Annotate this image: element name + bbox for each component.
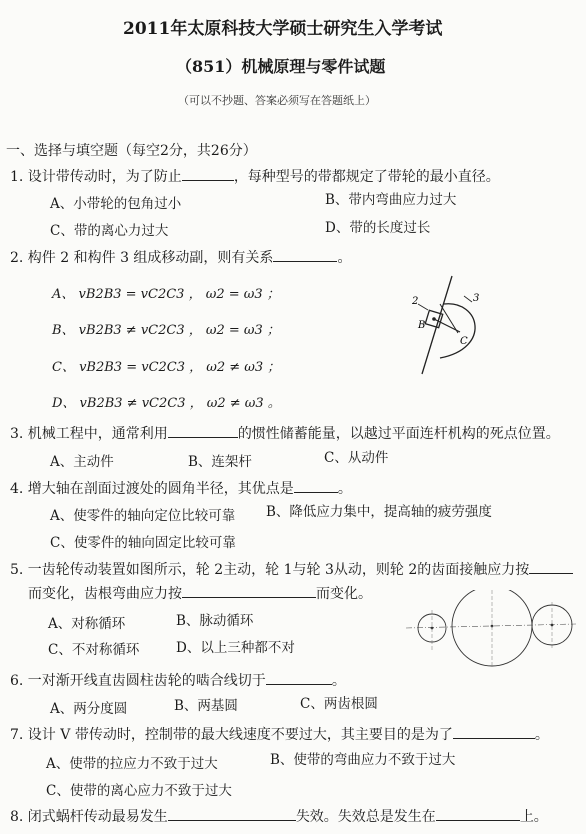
question-6 [10,670,346,690]
label-b: B [418,320,426,331]
q2-option-b: B、 vB2B3 ≠ vC2C3 ， ω2 = ω3 ； [52,323,280,338]
q3-option-b: B、连架杆 [188,454,252,470]
q4-text-pre: 4. 增大轴在剖面过渡处的圆角半径，其优点是 [10,481,294,497]
q5-option-d: D、以上三种都不对 [176,640,295,656]
question-2 [10,247,351,267]
question-4 [10,478,352,498]
question-3 [10,423,560,443]
label-3: 3 [473,293,480,304]
q7-option-c: C、使带的离心应力不致于过大 [46,783,232,799]
question-1 [10,166,500,186]
q8-text-pre: 8. 闭式蜗杆传动最易发生 [10,809,168,825]
question-5-line2 [28,583,372,603]
q8-text-mid: 失效。失效总是发生在 [295,809,436,825]
q4-option-a: A、使零件的轴向定位比较可靠 [50,508,236,524]
leader-3 [464,296,472,302]
q2-mechanism-figure [400,270,510,380]
q6-option-c: C、两齿根圆 [300,696,378,712]
q5-gear-figure [400,590,580,670]
q1-option-c: C、带的离心力过大 [50,223,169,239]
q1-option-b: B、带内弯曲应力过大 [325,192,457,208]
link-3-arm [440,304,458,333]
gear-3-center [551,624,554,627]
q2-text-post: 。 [337,250,352,266]
q1-text-post: ，每种型号的带都规定了带轮的最小直径。 [233,169,500,185]
q5-option-b: B、脉动循环 [176,613,254,629]
label-c: C [460,336,468,347]
q5-text-line1: 5. 一齿轮传动装置如图所示，轮 2主动，轮 1与轮 3从动，则轮 2的齿面接触应力按 [10,562,530,578]
q4-option-b: B、降低应力集中，提高轴的疲劳强度 [266,504,492,520]
q7-blank [453,726,535,739]
q1-text-pre: 1. 设计带传动时，为了防止 [10,169,182,185]
exam-note: （可以不抄题、答案必须写在答题纸上） [178,94,376,107]
question-8 [10,806,548,826]
q4-text-post: 。 [337,481,352,497]
q8-blank-1 [168,808,296,821]
q6-text-post: 。 [331,673,346,689]
q2-option-a: A、 vB2B3 = vC2C3 ， ω2 = ω3 ； [52,287,280,302]
q6-text-pre: 6. 一对渐开线直齿圆柱齿轮的啮合线切于 [10,673,266,689]
q6-blank [266,672,332,685]
slider-guide-line [422,276,452,374]
q1-option-a: A、小带轮的包角过小 [50,196,182,212]
q7-text-pre: 7. 设计 V 带传动时，控制带的最大线速度不要过大，其主要目的是为了 [10,727,453,743]
q4-blank [294,480,338,493]
q5-blank-1 [529,561,573,574]
q3-text-pre: 3. 机械工程中，通常利用 [10,426,168,442]
q2-option-d: D、 vB2B3 ≠ vC2C3 ， ω2 ≠ ω3 。 [52,396,281,411]
q7-text-post: 。 [534,727,549,743]
q7-option-a: A、使带的拉应力不致于过大 [46,756,218,772]
q5-blank-2 [182,585,316,598]
q8-text-post: 上。 [519,809,548,825]
q4-option-c: C、使零件的轴向固定比较可靠 [50,535,236,551]
q3-blank [168,425,238,438]
q8-blank-2 [436,808,520,821]
exam-title: 2011年太原科技大学硕士研究生入学考试 [123,19,443,39]
leader-2 [418,304,428,310]
q3-option-c: C、从动件 [324,450,389,466]
q5-text-line2-post: 而变化。 [316,586,372,602]
exam-subject: （851）机械原理与零件试题 [176,57,386,76]
q1-blank [182,168,234,181]
q2-text-pre: 2. 构件 2 和构件 3 组成移动副，则有关系 [10,250,274,266]
q6-option-a: A、两分度圆 [50,701,128,717]
q2-blank [273,249,337,262]
q5-option-c: C、不对称循环 [48,642,140,658]
q5-text-line2-pre: 而变化，齿根弯曲应力按 [28,586,182,602]
q1-option-d: D、带的长度过长 [325,220,431,236]
q3-text-post: 的惯性储蓄能量，以越过平面连杆机构的死点位置。 [237,426,560,442]
q6-option-b: B、两基圆 [174,698,238,714]
question-7 [10,724,549,744]
question-5 [10,559,573,579]
section-title: 一、选择与填空题（每空2分，共26分） [6,143,257,159]
q5-option-a: A、对称循环 [48,616,126,632]
q7-option-b: B、使带的弯曲应力不致于过大 [270,752,456,768]
label-2: 2 [412,296,419,307]
q3-option-a: A、主动件 [50,454,114,470]
q2-option-c: C、 vB2B3 = vC2C3 ， ω2 ≠ ω3 ； [52,360,281,375]
